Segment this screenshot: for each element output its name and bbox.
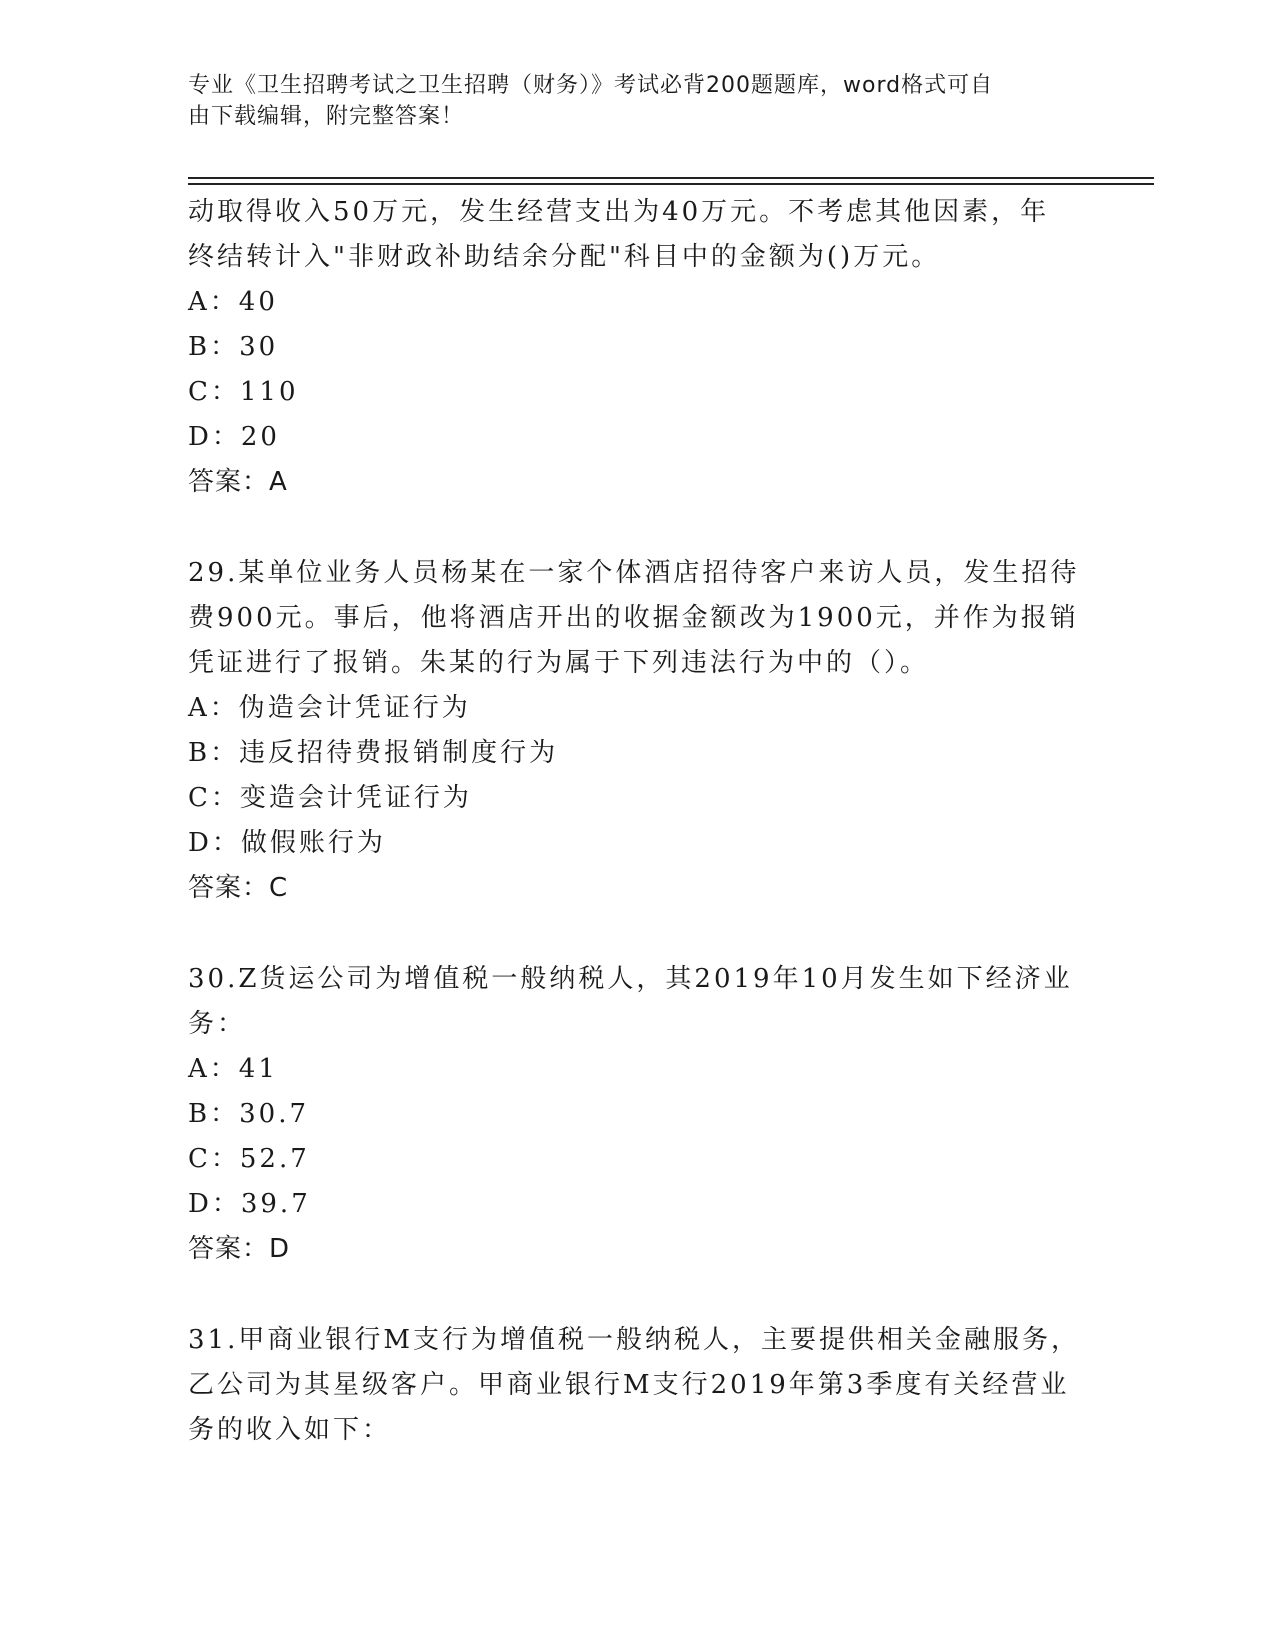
option-d: D：做假账行为 bbox=[188, 828, 386, 858]
question-continued bbox=[188, 190, 1088, 505]
option-b: B：违反招待费报销制度行为 bbox=[188, 738, 559, 768]
header-divider-top bbox=[188, 177, 1154, 179]
header-divider-bottom bbox=[188, 183, 1154, 185]
option-b: B：30 bbox=[188, 332, 279, 362]
option-a: A：41 bbox=[188, 1054, 278, 1084]
question-stem-line: 动取得收入50万元，发生经营支出为40万元。不考虑其他因素，年 bbox=[188, 197, 1050, 227]
header-line-2: 由下载编辑，附完整答案！ bbox=[188, 104, 465, 129]
question-stem-line: 务： bbox=[188, 1009, 247, 1039]
question-29 bbox=[188, 551, 1088, 911]
option-a: A：40 bbox=[188, 287, 278, 317]
question-stem-line: 30.Z货运公司为增值税一般纳税人，其2019年10月发生如下经济业 bbox=[188, 964, 1073, 994]
option-d: D：20 bbox=[188, 422, 280, 452]
question-list bbox=[188, 190, 1088, 1453]
question-stem-line: 29.某单位业务人员杨某在一家个体酒店招待客户来访人员，发生招待 bbox=[188, 558, 1080, 588]
question-31 bbox=[188, 1318, 1088, 1453]
option-a: A：伪造会计凭证行为 bbox=[188, 693, 471, 723]
answer-key: 答案：C bbox=[188, 873, 289, 903]
header-line-1: 专业《卫生招聘考试之卫生招聘（财务）》考试必背200题题库，word格式可自 bbox=[188, 73, 994, 98]
document-header bbox=[188, 70, 1068, 132]
question-stem-line: 乙公司为其星级客户。甲商业银行M支行2019年第3季度有关经营业 bbox=[188, 1370, 1070, 1400]
answer-key: 答案：D bbox=[188, 1234, 291, 1264]
option-c: C：110 bbox=[188, 377, 299, 407]
question-stem-line: 务的收入如下： bbox=[188, 1415, 392, 1445]
question-stem-line: 凭证进行了报销。朱某的行为属于下列违法行为中的（）。 bbox=[188, 648, 930, 678]
option-d: D：39.7 bbox=[188, 1189, 311, 1219]
option-c: C：52.7 bbox=[188, 1144, 310, 1174]
option-c: C：变造会计凭证行为 bbox=[188, 783, 472, 813]
question-stem-line: 费900元。事后，他将酒店开出的收据金额改为1900元，并作为报销 bbox=[188, 603, 1079, 633]
answer-key: 答案：A bbox=[188, 467, 288, 497]
question-stem-line: 终结转计入"非财政补助结余分配"科目中的金额为()万元。 bbox=[188, 242, 941, 272]
question-stem-line: 31.甲商业银行M支行为增值税一般纳税人，主要提供相关金融服务， bbox=[188, 1325, 1080, 1355]
question-30 bbox=[188, 957, 1088, 1272]
option-b: B：30.7 bbox=[188, 1099, 309, 1129]
